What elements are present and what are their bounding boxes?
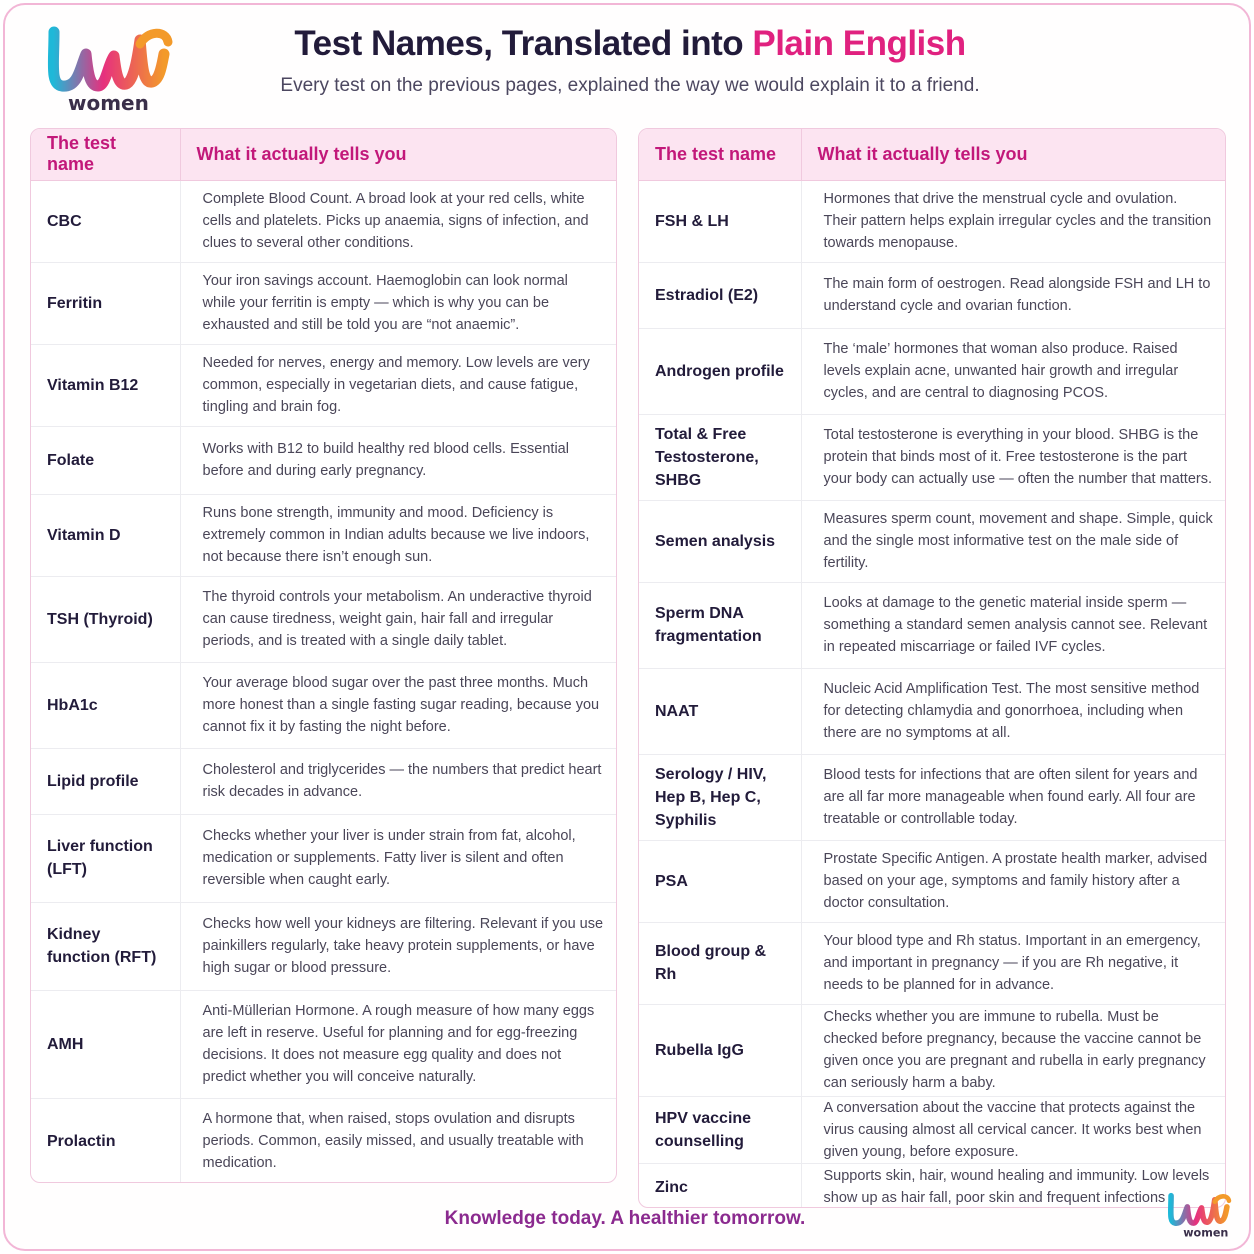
test-description: Complete Blood Count. A broad look at your red cells, white cells and platelets. Picks up anaemia, signs of infection, and clues to several other conditions. xyxy=(202,191,589,251)
table-row xyxy=(639,668,1225,754)
test-description: Checks how well your kidneys are filtering. Relevant if you use painkillers regularly, take heavy protein supplements, or have high sugar or blood pressure. xyxy=(180,902,616,990)
test-description: Works with B12 to build healthy red blood cells. Essential before and during early pregnancy. xyxy=(180,426,616,494)
test-name: Prolactin xyxy=(31,1098,180,1183)
table-row xyxy=(639,180,1225,262)
title-main: Test Names, Translated into xyxy=(294,24,753,63)
left-test-table xyxy=(30,128,617,1183)
test-name: Zinc xyxy=(639,1163,801,1208)
column-header-test-name: The test name xyxy=(639,129,801,180)
brand-logo-small xyxy=(1166,1190,1232,1240)
test-description: Supports skin, hair, wound healing and immunity. Low levels show up as hair fall, poor skin and frequent infections xyxy=(801,1163,1225,1208)
test-description: A hormone that, when raised, stops ovulation and disrupts periods. Common, easily missed, and usually treatable with medication. xyxy=(180,1098,616,1183)
test-name: Rubella IgG xyxy=(639,1004,801,1096)
test-description: The thyroid controls your metabolism. An underactive thyroid can cause tiredness, weight gain, hair fall and irregular periods, and is treated with a single daily tablet. xyxy=(180,576,616,662)
test-name: Androgen profile xyxy=(639,328,801,414)
test-description: Looks at damage to the genetic material inside sperm — something a standard semen analysis cannot see. Relevant in repeated miscarriage or failed IVF cycles. xyxy=(801,582,1225,668)
test-name: Folate xyxy=(31,426,180,494)
test-name: AMH xyxy=(31,990,180,1098)
test-description: Your iron savings account. Haemoglobin can look normal while your ferritin is empty — which is why you can be exhausted and still be told you are “not anaemic”. xyxy=(180,262,616,344)
table-row xyxy=(31,180,616,262)
test-name: NAAT xyxy=(639,668,801,754)
table-row xyxy=(31,494,616,576)
test-description: Blood tests for infections that are often silent for years and are all far more manageable when found early. All four are treatable or controllable today. xyxy=(801,754,1225,840)
table-row xyxy=(31,344,616,426)
page-subtitle: Every test on the previous pages, explained the way we would explain it to a friend. xyxy=(280,75,980,96)
footer-tagline: Knowledge today. A healthier tomorrow. xyxy=(444,1208,806,1229)
svg-text:women: women xyxy=(1183,1226,1229,1240)
test-name: TSH (Thyroid) xyxy=(31,576,180,662)
page-title xyxy=(230,22,1030,66)
table-row xyxy=(31,662,616,748)
test-name: Estradiol (E2) xyxy=(639,262,801,328)
table-row xyxy=(639,414,1225,500)
test-description: The ‘male’ hormones that woman also produce. Raised levels explain acne, unwanted hair growth and irregular cycles, and are central to diagnosing PCOS. xyxy=(801,328,1225,414)
test-description: Your average blood sugar over the past three months. Much more honest than a single fasting sugar reading, because you cannot fix it by fasting the night before. xyxy=(180,662,616,748)
test-name: Ferritin xyxy=(31,262,180,344)
column-header-test-name: The test name xyxy=(31,129,180,180)
test-description: Hormones that drive the menstrual cycle and ovulation. Their pattern helps explain irregular cycles and the transition towards menopause. xyxy=(823,191,1212,251)
table-row xyxy=(31,990,616,1098)
test-description: Checks whether your liver is under strain from fat, alcohol, medication or supplements. Fatty liver is silent and often reversible when caught early. xyxy=(180,814,616,902)
page-header xyxy=(230,22,1030,98)
title-accent: Plain English xyxy=(752,24,966,63)
test-description: Nucleic Acid Amplification Test. The most sensitive method for detecting chlamydia and gonorrhoea, including when there are no symptoms at all. xyxy=(801,668,1225,754)
table-row xyxy=(639,922,1225,1004)
test-name: Serology / HIV, Hep B, Hep C, Syphilis xyxy=(639,754,801,840)
test-name: Blood group & Rh xyxy=(639,922,801,1004)
test-name: Semen analysis xyxy=(639,500,801,582)
table-row xyxy=(31,814,616,902)
table-row xyxy=(639,1004,1225,1096)
table-row xyxy=(31,1098,616,1183)
table-row xyxy=(639,500,1225,582)
table-row xyxy=(639,840,1225,922)
table-row xyxy=(31,262,616,344)
table-row xyxy=(31,426,616,494)
right-test-table xyxy=(638,128,1226,1208)
test-description: Anti-Müllerian Hormone. A rough measure of how many eggs are left in reserve. Useful for planning and for egg-freezing decisions. It does not measure egg quality and does not predict whether you will conceive naturally. xyxy=(180,990,616,1098)
test-name: Lipid profile xyxy=(31,748,180,814)
test-description: Checks whether you are immune to rubella. Must be checked before pregnancy, because the vaccine cannot be given once you are pregnant and rubella in early pregnancy can seriously harm a baby. xyxy=(801,1004,1225,1096)
test-name: CBC xyxy=(31,180,180,262)
test-name: Vitamin B12 xyxy=(31,344,180,426)
table-row xyxy=(639,582,1225,668)
table-row xyxy=(639,262,1225,328)
test-name: HbA1c xyxy=(31,662,180,748)
column-header-description: What it actually tells you xyxy=(180,129,616,180)
test-description: A conversation about the vaccine that protects against the virus causing almost all cervical cancer. It works best when given young, before exposure. xyxy=(801,1096,1225,1163)
table-row xyxy=(639,1096,1225,1163)
test-name: Kidney function (RFT) xyxy=(31,902,180,990)
test-name: Liver function (LFT) xyxy=(31,814,180,902)
svg-text:women: women xyxy=(68,91,149,115)
test-description: Needed for nerves, energy and memory. Low levels are very common, especially in vegetarian diets, and cause fatigue, tingling and brain fog. xyxy=(180,344,616,426)
test-description: Cholesterol and triglycerides — the numbers that predict heart risk decades in advance. xyxy=(180,748,616,814)
column-header-description: What it actually tells you xyxy=(801,129,1225,180)
test-description: The main form of oestrogen. Read alongside FSH and LH to understand cycle and ovarian function. xyxy=(801,262,1225,328)
table-row xyxy=(639,754,1225,840)
test-name: FSH & LH xyxy=(639,180,801,262)
table-row xyxy=(31,902,616,990)
test-name: Sperm DNA fragmentation xyxy=(639,582,801,668)
test-name: PSA xyxy=(639,840,801,922)
test-name: HPV vaccine counselling xyxy=(639,1096,801,1163)
test-description: Prostate Specific Antigen. A prostate health marker, advised based on your age, symptoms and family history after a doctor consultation. xyxy=(801,840,1225,922)
table-row xyxy=(31,748,616,814)
table-row xyxy=(31,576,616,662)
test-name: Vitamin D xyxy=(31,494,180,576)
test-description: Total testosterone is everything in your blood. SHBG is the protein that binds most of it. Free testosterone is the part your body can actually use — often the number that matters. xyxy=(801,414,1225,500)
table-row xyxy=(639,328,1225,414)
test-description: Runs bone strength, immunity and mood. Deficiency is extremely common in Indian adults because we live indoors, not because there isn’t enough sun. xyxy=(180,494,616,576)
test-description: Measures sperm count, movement and shape. Simple, quick and the single most informative test on the male side of fertility. xyxy=(801,500,1225,582)
test-description: Your blood type and Rh status. Important in an emergency, and important in pregnancy — if you are Rh negative, it needs to be planned for in advance. xyxy=(801,922,1225,1004)
table-row xyxy=(639,1163,1225,1208)
brand-logo xyxy=(44,24,174,116)
test-name: Total & Free Testosterone, SHBG xyxy=(639,414,801,500)
